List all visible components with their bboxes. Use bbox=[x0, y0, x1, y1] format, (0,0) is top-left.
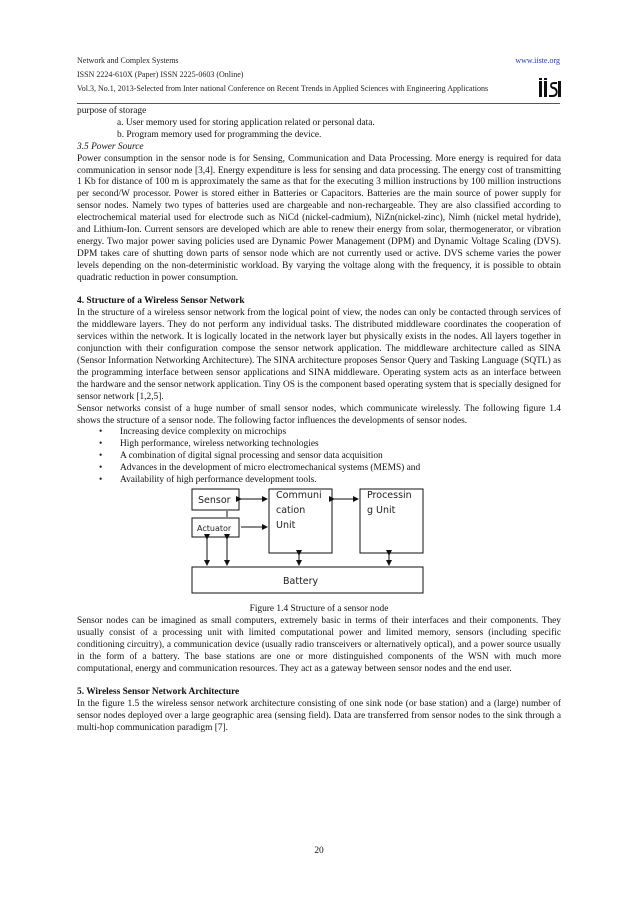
sensor-label: Sensor bbox=[198, 494, 231, 506]
actuator-label: Actuator bbox=[197, 523, 232, 533]
section-heading-3-5: 3.5 Power Source bbox=[77, 141, 144, 152]
list-item: • Increasing device complexity on microchips bbox=[99, 427, 287, 438]
page-number: 20 bbox=[314, 846, 324, 856]
figure-caption: Figure 1.4 Structure of a sensor node bbox=[249, 603, 389, 614]
journal-name: Network and Complex Systems bbox=[77, 56, 179, 65]
processing-unit-label: Processin g Unit bbox=[367, 489, 412, 516]
bullet-icon: • bbox=[99, 439, 103, 450]
intro-line: purpose of storage bbox=[77, 106, 147, 116]
structure-paragraph-2: Sensor networks consist of a huge number of small sensor nodes, which communicate wirelessly. The following figure 1.4 shows the structure of a sensor node. The following factor influences the developments of sensor nodes. bbox=[77, 403, 561, 426]
list-item: • Availability of high performance development tools. bbox=[99, 475, 317, 486]
sensor-node-paragraph: Sensor nodes can be imagined as small computers, extremely basic in terms of their interfaces and their components. They usually consist of a processing unit with limited computational power and limited memory, sensors (including specific conditioning circuitry), a communication device (usually radio transceivers or alternatively optical), and a power source usually in the form of a battery. The base stations are one or more distinguished components of the WSN with much more computational, energy and communication resources. They act as a gateway between sensor nodes and the end user. bbox=[77, 615, 561, 674]
journal-url-link[interactable]: www.iiste.org bbox=[515, 56, 560, 65]
list-item: • Advances in the development of micro electromechanical systems (MEMS) and bbox=[99, 463, 421, 474]
list-item-b: b. Program memory used for programming the device. bbox=[117, 129, 322, 140]
architecture-paragraph: In the figure 1.5 the wireless sensor network architecture consisting of one sink node (or base station) and a (large) number of sensor nodes deployed over a large geographic area (sensing field). Data are transferred from sensor nodes to the sink through a multi-hop communication paradigm [7]. bbox=[77, 699, 561, 734]
bullet-icon: • bbox=[99, 451, 103, 462]
section-heading-5: 5. Wireless Sensor Network Architecture bbox=[77, 687, 240, 698]
structure-paragraph-1: In the structure of a wireless sensor network from the logical point of view, the nodes can only be contacted through services of the middleware layers. They do not perform any individual tasks. The distributed middleware coordinates the cooperation of services within the network. It is logically located in the network layer but physically exists in the nodes. All layers together in conjunction with their configuration compose the sensor network application. The middleware architecture called as SINA (Sensor Information Networking Architecture). The SINA architecture proposes Sensor Query and Tasking Language (SQTL) as the programming interface between sensor applications and SINA middleware. Operating system acts as an interface between the hardware and the sensor network application. Tiny OS is the component based operating system that is specially designed for sensor network [1,2,5]. bbox=[77, 308, 561, 402]
iiste-logo bbox=[538, 77, 562, 99]
header-divider bbox=[77, 103, 560, 104]
communication-unit-label: Communi cation Unit bbox=[276, 489, 322, 531]
page-body bbox=[77, 106, 561, 735]
bullet-icon: • bbox=[99, 463, 103, 474]
list-item-a: a. User memory used for storing application related or personal data. bbox=[117, 117, 375, 128]
bullet-icon: • bbox=[99, 427, 103, 438]
power-source-paragraph: Power consumption in the sensor node is for Sensing, Communication and Data Processing. More energy is required for data communication in sensor node [3,4]. Energy expenditure is less for sensing and data processing. The energy cost of transmitting 1 Kb for distance of 100 m is approximately the same as that for the executing 3 million instructions by 100 million instructions per second/W processor. Power is stored either in Batteries or Capacitors. Batteries are the main source of power supply for sensor nodes. Namely two types of batteries used are chargeable and non-rechargeable. They are also classified according to electrochemical material used for electrode such as NiCd (nickel-cadmium), NiZn(nickel-zinc), Nimh (nickel metal hydride), and Lithium-Ion. Current sensors are developed which are able to renew their energy from solar, thermogenerator, or vibration energy. Two major power saving policies used are Dynamic Power Management (DPM) and Dynamic Voltage Scaling (DVS). DPM takes care of shutting down parts of sensor node which are not currently used or active. DVS scheme varies the power levels depending on the non-deterministic workload. By varying the voltage along with the frequency, it is possible to obtain quadratic reduction in power consumption. bbox=[77, 153, 561, 283]
battery-label: Battery bbox=[283, 575, 319, 587]
volume-line: Vol.3, No.1, 2013-Selected from Inter national Conference on Recent Trends in Applied Sciences with Engineering Applications bbox=[77, 84, 489, 93]
sensor-node-figure bbox=[77, 487, 561, 604]
issn-line: ISSN 2224-610X (Paper) ISSN 2225-0603 (Online) bbox=[77, 70, 244, 79]
list-item: • A combination of digital signal processing and sensor data acquisition bbox=[99, 451, 383, 462]
list-item: • High performance, wireless networking technologies bbox=[99, 439, 319, 450]
factor-list bbox=[77, 427, 561, 487]
bullet-icon: • bbox=[99, 475, 103, 486]
section-heading-4: 4. Structure of a Wireless Sensor Network bbox=[77, 296, 245, 307]
